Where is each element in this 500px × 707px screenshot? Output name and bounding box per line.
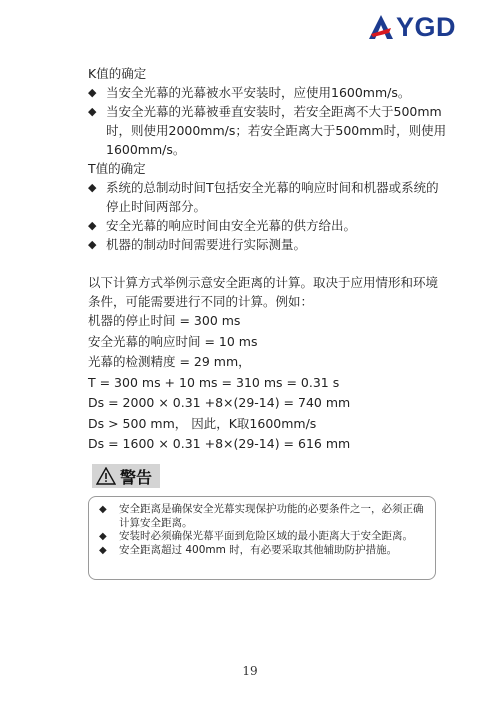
logo-a-icon	[368, 14, 394, 40]
diamond-bullet-icon: ◆	[99, 504, 107, 515]
diamond-bullet-icon: ◆	[99, 544, 107, 556]
list-item: ◆ 机器的制动时间需要进行实际测量。	[88, 237, 307, 252]
page-number: 19	[242, 664, 258, 678]
warning-triangle-icon	[96, 467, 116, 485]
t-value-heading: T值的确定	[88, 161, 146, 176]
example-line: T = 300 ms + 10 ms = 310 ms = 0.31 s	[88, 374, 340, 390]
warning-box	[88, 496, 436, 580]
spacer	[88, 254, 448, 273]
logo-text: YGD	[395, 12, 456, 42]
diamond-bullet-icon: ◆	[88, 238, 97, 251]
diamond-bullet-icon: ◆	[99, 531, 107, 542]
example-line: Ds > 500 mm， 因此，K取1600mm/s	[88, 415, 317, 431]
list-item: ◆ 安装时必须确保光幕平面到危险区域的最小距离大于安全距离。	[99, 530, 413, 542]
diamond-bullet-icon: ◆	[88, 219, 97, 232]
example-intro: 以下计算方式举例示意安全距离的计算。取决于应用情形和环境条件，可能需要进行不同的计算。例如：	[88, 275, 439, 309]
example-line: 机器的停止时间 = 300 ms	[88, 313, 241, 328]
warning-title	[92, 464, 160, 488]
list-item: ◆ 当安全光幕的光幕被垂直安装时，若安全距离不大于500mm时，则使用2000mm/s；若安全距离大于500mm时，则使用1600mm/s。	[88, 104, 447, 157]
warning-title-text: 警告	[120, 467, 153, 487]
example-line: 安全光幕的响应时间 = 10 ms	[88, 333, 258, 349]
list-item: ◆ 系统的总制动时间T包括安全光幕的响应时间和机器或系统的停止时间两部分。	[88, 180, 439, 214]
list-item: ◆ 安全光幕的响应时间由安全光幕的供方给出。	[88, 218, 357, 233]
diamond-bullet-icon: ◆	[88, 105, 97, 118]
example-line: Ds = 2000 × 0.31 +8×(29-14) = 740 mm	[88, 395, 351, 410]
diamond-bullet-icon: ◆	[88, 86, 97, 99]
list-item: ◆ 安全距离超过 400mm 时，有必要采取其他辅助防护措施。	[99, 543, 398, 556]
list-item: ◆ 安全距离是确保安全光幕实现保护功能的必要条件之一，必须正确计算安全距离。	[99, 503, 424, 529]
main-content	[88, 64, 448, 455]
diamond-bullet-icon: ◆	[88, 181, 97, 194]
k-value-heading: K值的确定	[88, 66, 147, 81]
company-logo	[368, 14, 456, 40]
example-line: 光幕的检测精度 = 29 mm，	[88, 354, 251, 369]
list-item: ◆ 当安全光幕的光幕被水平安装时，应使用1600mm/s。	[88, 85, 411, 100]
example-line: Ds = 1600 × 0.31 +8×(29-14) = 616 mm	[88, 436, 351, 451]
